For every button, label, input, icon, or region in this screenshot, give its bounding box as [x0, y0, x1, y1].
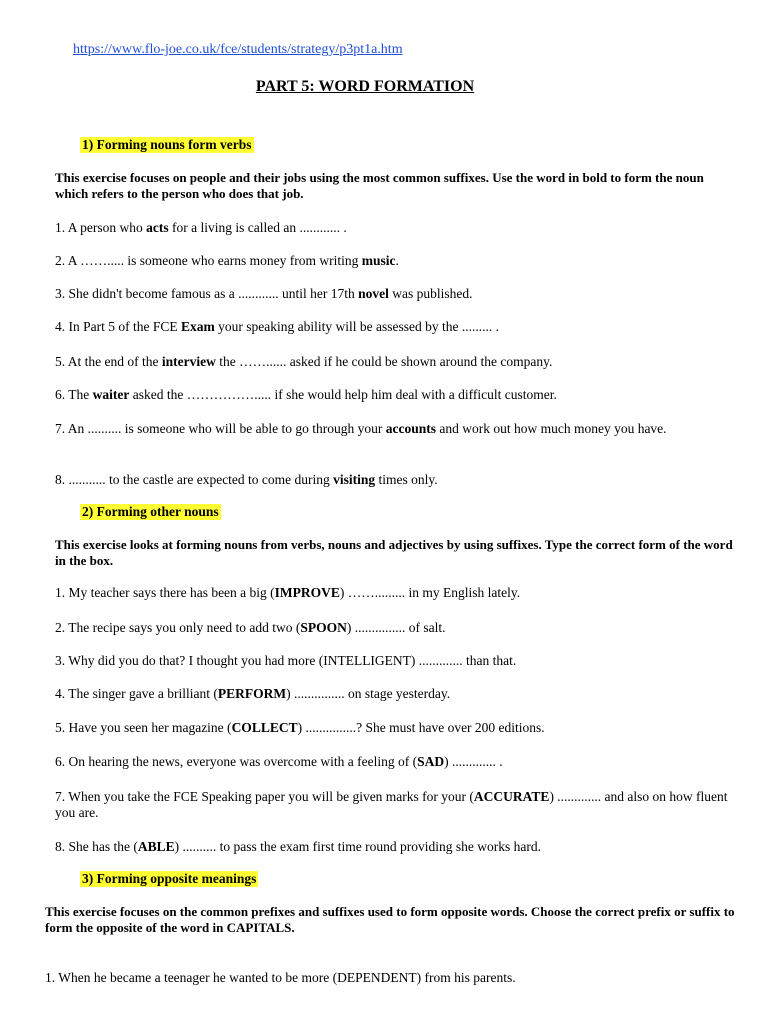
keyword-bold: SAD	[417, 754, 445, 769]
question	[55, 585, 745, 601]
question-text: 3. She didn't become famous as a ............ until her 17th	[55, 286, 359, 301]
keyword-bold: COLLECT	[231, 720, 298, 735]
question-text: 4. The singer gave a brilliant (	[55, 686, 218, 701]
question	[45, 970, 745, 986]
question	[55, 620, 745, 636]
question-text: was published.	[388, 286, 473, 301]
question-text: ) .......... to pass the exam first time round providing she works hard.	[174, 839, 541, 854]
question-text: ) ............. and also on how fluent you are.	[55, 789, 728, 820]
question-text: asked the ……………..... if she would help him deal with a difficult customer.	[129, 387, 557, 402]
source-url-link[interactable]: https://www.flo-joe.co.uk/fce/students/strategy/p3pt1a.htm	[73, 42, 403, 57]
question-text: ) ............... of salt.	[346, 620, 446, 635]
question-text: ) ……......... in my English lately.	[339, 585, 521, 600]
question-text: your speaking ability will be assessed by the ......... .	[214, 319, 499, 334]
section-2-instructions: This exercise looks at forming nouns from verbs, nouns and adjectives by using suffixes. Type the correct form of the word in the box.	[55, 537, 733, 568]
keyword-bold: accounts	[385, 421, 436, 436]
question-text: 5. Have you seen her magazine (	[55, 720, 232, 735]
question-text: 8. ........... to the castle are expected to come during	[55, 472, 334, 487]
keyword-bold: music	[361, 253, 396, 268]
keyword-bold: PERFORM	[217, 686, 287, 701]
keyword-bold: novel	[358, 286, 389, 301]
question	[55, 839, 745, 855]
question	[55, 286, 745, 302]
keyword-bold: IMPROVE	[274, 585, 340, 600]
question-text: 8. She has the (	[55, 839, 138, 854]
question-text: .	[395, 253, 399, 268]
question-text: 3. Why did you do that? I thought you had more (INTELLIGENT) ............. than that.	[55, 653, 517, 668]
question-text: 1. A person who	[55, 220, 147, 235]
question	[55, 354, 745, 370]
question	[55, 253, 745, 269]
question	[55, 421, 735, 437]
question-text: 6. On hearing the news, everyone was overcome with a feeling of (	[55, 754, 418, 769]
question-text: 7. When you take the FCE Speaking paper you will be given marks for your (	[55, 789, 474, 804]
keyword-bold: SPOON	[300, 620, 347, 635]
section-1-instructions: This exercise focuses on people and their jobs using the most common suffixes. Use the word in bold to form the noun which refers to the person who does that job.	[55, 170, 704, 201]
question-text: 7. An .......... is someone who will be able to go through your	[55, 421, 386, 436]
question	[55, 754, 745, 770]
question-text: ) ...............? She must have over 200 editions.	[297, 720, 545, 735]
question-text: for a living is called an ............ .	[168, 220, 347, 235]
question	[55, 653, 745, 669]
question	[55, 789, 735, 821]
question	[55, 472, 745, 488]
section-3-heading: 3) Forming opposite meanings	[82, 871, 257, 886]
section-3-instructions: This exercise focuses on the common prefixes and suffixes used to form opposite words. Choose the correct prefix or suffix to form the opposite of the word in CAPITALS.	[45, 904, 735, 935]
question	[55, 686, 745, 702]
question	[55, 387, 745, 403]
question	[55, 319, 745, 335]
question-text: 5. At the end of the	[55, 354, 162, 369]
keyword-bold: ACCURATE	[473, 789, 550, 804]
question-text: ) ............. .	[444, 754, 503, 769]
section-2-heading: 2) Forming other nouns	[82, 504, 219, 519]
keyword-bold: interview	[161, 354, 216, 369]
question-text: 4. In Part 5 of the FCE	[55, 319, 181, 334]
question-text: 1. My teacher says there has been a big (	[55, 585, 275, 600]
keyword-bold: ABLE	[137, 839, 175, 854]
keyword-bold: visiting	[333, 472, 376, 487]
question-text: 2. The recipe says you only need to add two (	[55, 620, 301, 635]
question-text: and work out how much money you have.	[435, 421, 667, 436]
question-text: 6. The	[55, 387, 93, 402]
question	[55, 220, 745, 236]
keyword-bold: acts	[146, 220, 169, 235]
keyword-bold: Exam	[181, 319, 215, 334]
question-text: times only.	[375, 472, 438, 487]
question-text: 1. When he became a teenager he wanted to be more (DEPENDENT) from his parents.	[45, 970, 516, 985]
section-1-heading: 1) Forming nouns form verbs	[82, 137, 252, 152]
question-text: the ……...... asked if he could be shown around the company.	[215, 354, 553, 369]
keyword-bold: waiter	[92, 387, 130, 402]
question	[55, 720, 745, 736]
question-text: 2. A ……..... is someone who earns money from writing	[55, 253, 362, 268]
page-title: PART 5: WORD FORMATION	[255, 78, 475, 95]
question-text: ) ............... on stage yesterday.	[286, 686, 451, 701]
